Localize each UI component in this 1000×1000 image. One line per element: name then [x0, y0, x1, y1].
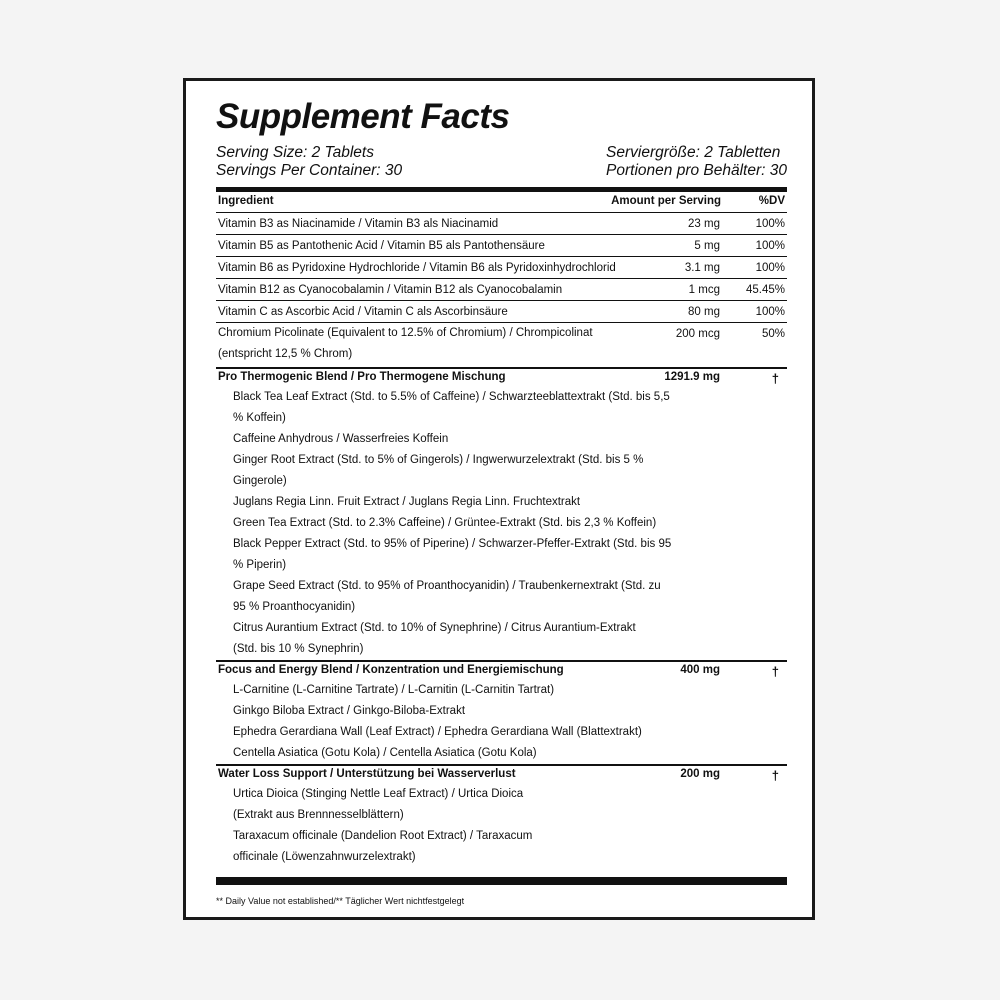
list-item: Green Tea Extract (Std. to 2.3% Caffeine) / Grüntee-Extrakt (Std. bis 2,3 % Koffein) — [233, 517, 657, 529]
ingredient-name: Vitamin B12 as Cyanocobalamin / Vitamin B12 als Cyanocobalamin — [218, 284, 563, 296]
list-item: Urtica Dioica (Stinging Nettle Leaf Extract) / Urtica Dioica (Extrakt aus Brennnesselblättern) — [233, 788, 524, 821]
ingredient-amount: 3.1 mg — [684, 262, 720, 274]
list-item: Ginkgo Biloba Extract / Ginkgo-Biloba-Extrakt — [233, 705, 466, 717]
supplement-facts-panel — [183, 78, 815, 920]
ingredient-name: Vitamin B3 as Niacinamide / Vitamin B3 als Niacinamid — [218, 218, 499, 230]
header-ingredient: Ingredient — [218, 195, 274, 207]
blend-dv: † — [771, 768, 779, 783]
ingredient-name: Vitamin B5 as Pantothenic Acid / Vitamin B5 als Pantothensäure — [218, 240, 545, 252]
blend-amount: 1291.9 mg — [664, 371, 720, 383]
blend-amount: 200 mg — [680, 768, 720, 780]
panel-title: Supplement Facts — [216, 97, 510, 136]
ingredient-amount: 5 mg — [694, 240, 720, 252]
ingredient-dv: 100% — [755, 306, 785, 318]
ingredient-name: Chromium Picolinate (Equivalent to 12.5% of Chromium) / Chrompicolinat (entspricht 12,5 % Chrom) — [218, 327, 593, 360]
list-item: Centella Asiatica (Gotu Kola) / Centella Asiatica (Gotu Kola) — [233, 747, 537, 759]
list-item: L-Carnitine (L-Carnitine Tartrate) / L-Carnitin (L-Carnitin Tartrat) — [233, 684, 555, 696]
blend-name: Water Loss Support / Unterstützung bei Wasserverlust — [218, 768, 516, 780]
blend-header — [216, 660, 787, 680]
blend-name: Focus and Energy Blend / Konzentration und Energiemischung — [218, 664, 564, 676]
ingredient-dv: 100% — [755, 218, 785, 230]
servings-per-container-de: Portionen pro Behälter: 30 — [606, 161, 787, 179]
table-row — [216, 301, 787, 323]
blend-items — [216, 784, 563, 868]
list-item: Black Pepper Extract (Std. to 95% of Piperine) / Schwarzer-Pfeffer-Extrakt (Std. bis 95 % Piperin) — [233, 538, 672, 571]
blend-items — [216, 387, 673, 660]
footnote: ** Daily Value not established/** Täglicher Wert nichtfestgelegt — [216, 896, 465, 906]
header-dv: %DV — [758, 195, 785, 207]
blend-dv: † — [771, 371, 779, 386]
blend-items — [216, 680, 673, 764]
list-item: Ginger Root Extract (Std. to 5% of Gingerols) / Ingwerwurzelextrakt (Std. bis 5 % Gingerole) — [233, 454, 644, 487]
ingredient-amount: 80 mg — [688, 306, 720, 318]
table-row — [216, 257, 787, 279]
serving-size-de: Serviergröße: 2 Tabletten — [606, 144, 781, 161]
header-amount: Amount per Serving — [611, 195, 721, 207]
ingredient-amount: 1 mcg — [688, 284, 720, 296]
list-item: Caffeine Anhydrous / Wasserfreies Koffein — [233, 433, 449, 445]
ingredient-name: Vitamin B6 as Pyridoxine Hydrochloride / Vitamin B6 als Pyridoxinhydrochlorid — [218, 262, 616, 274]
list-item: Grape Seed Extract (Std. to 95% of Proanthocyanidin) / Traubenkernextrakt (Std. zu 95 % Proanthocyanidin) — [233, 580, 661, 613]
blend-header — [216, 367, 787, 387]
blend-section — [216, 764, 787, 868]
list-item: Juglans Regia Linn. Fruit Extract / Juglans Regia Linn. Fruchtextrakt — [233, 496, 581, 508]
table-row — [216, 279, 787, 301]
facts-table — [216, 192, 787, 868]
ingredient-dv: 45.45% — [745, 284, 785, 296]
blend-name: Pro Thermogenic Blend / Pro Thermogene Mischung — [218, 371, 506, 383]
blend-header — [216, 764, 787, 784]
table-row — [216, 213, 787, 235]
table-row — [216, 323, 787, 367]
blend-section — [216, 367, 787, 660]
vitamin-rows — [216, 213, 787, 367]
ingredient-amount: 23 mg — [688, 218, 720, 230]
bottom-divider — [216, 877, 787, 885]
table-row — [216, 235, 787, 257]
ingredient-amount: 200 mcg — [675, 328, 720, 340]
ingredient-dv: 100% — [755, 262, 785, 274]
servings-per-container-en: Servings Per Container: 30 — [216, 161, 403, 179]
list-item: Taraxacum officinale (Dandelion Root Extract) / Taraxacum officinale (Löwenzahnwurzelextrakt) — [233, 830, 533, 863]
serving-size-en: Serving Size: 2 Tablets — [216, 144, 374, 161]
list-item: Black Tea Leaf Extract (Std. to 5.5% of Caffeine) / Schwarzteeblattextrakt (Std. bis 5,5 % Koffein) — [233, 391, 670, 424]
ingredient-dv: 100% — [755, 240, 785, 252]
blend-dv: † — [771, 664, 779, 679]
ingredient-name: Vitamin C as Ascorbic Acid / Vitamin C als Ascorbinsäure — [218, 306, 508, 318]
list-item: Citrus Aurantium Extract (Std. to 10% of Synephrine) / Citrus Aurantium-Extrakt (Std. bis 10 % Synephrin) — [233, 622, 636, 655]
blend-amount: 400 mg — [680, 664, 720, 676]
list-item: Ephedra Gerardiana Wall (Leaf Extract) / Ephedra Gerardiana Wall (Blattextrakt) — [233, 726, 642, 738]
ingredient-dv: 50% — [761, 328, 785, 340]
blend-section — [216, 660, 787, 764]
table-header — [216, 192, 787, 213]
